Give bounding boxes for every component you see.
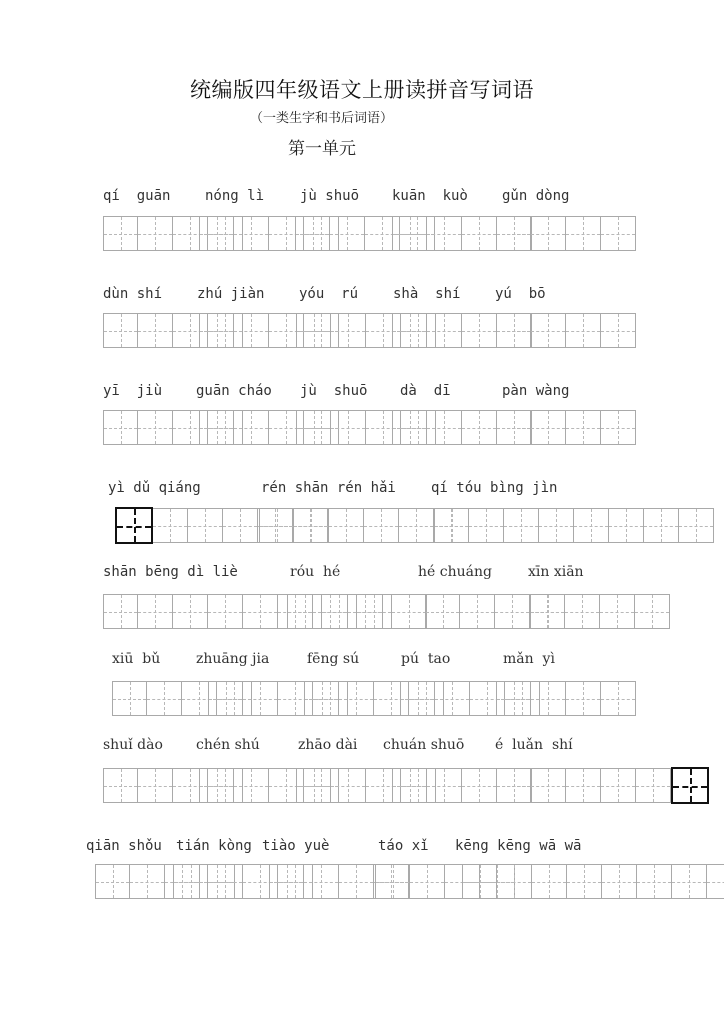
grid-cell[interactable] — [130, 864, 165, 899]
pinyin-label: fēng sú — [307, 651, 360, 667]
grid-cell[interactable] — [138, 594, 173, 629]
grid-cell[interactable] — [208, 864, 243, 899]
grid-cell[interactable] — [469, 508, 504, 543]
grid-cell[interactable] — [427, 313, 462, 348]
grid-cell[interactable] — [427, 410, 462, 445]
grid-cell[interactable] — [539, 508, 574, 543]
pinyin-label: yì dǔ qiáng — [108, 480, 201, 496]
pinyin-label: xīn xiān — [528, 564, 584, 580]
grid-cell[interactable] — [567, 864, 602, 899]
grid-cell[interactable] — [199, 768, 234, 803]
grid-cell[interactable] — [532, 864, 567, 899]
writing-grid[interactable] — [496, 216, 636, 251]
pinyin-label: jù shuō — [300, 188, 360, 204]
pinyin-label: qí guān — [103, 188, 171, 204]
grid-cell[interactable] — [112, 681, 147, 716]
grid-cell[interactable] — [462, 216, 497, 251]
pinyin-label: é luǎn shí — [495, 737, 573, 753]
pinyin-label: shuǐ dào — [103, 737, 163, 753]
grid-cell[interactable] — [671, 767, 709, 804]
grid-cell[interactable] — [462, 768, 497, 803]
grid-cell[interactable] — [269, 864, 304, 899]
pinyin-label: shà shí — [393, 286, 461, 302]
grid-cell[interactable] — [600, 594, 635, 629]
grid-cell[interactable] — [601, 216, 636, 251]
grid-cell[interactable] — [339, 681, 374, 716]
worksheet-title: 统编版四年级语文上册读拼音写词语 — [190, 78, 534, 102]
grid-cell[interactable] — [566, 410, 601, 445]
grid-cell[interactable] — [234, 313, 269, 348]
grid-cell[interactable] — [496, 768, 531, 803]
grid-cell[interactable] — [496, 681, 531, 716]
grid-cell[interactable] — [234, 768, 269, 803]
grid-cell[interactable] — [243, 594, 278, 629]
grid-cell[interactable] — [679, 508, 714, 543]
pinyin-label: qí tóu bìng jìn — [431, 480, 558, 496]
grid-cell[interactable] — [208, 594, 243, 629]
pinyin-label: xiū bǔ — [112, 651, 161, 667]
pinyin-label: pú tao — [401, 651, 451, 667]
grid-cell[interactable] — [565, 594, 600, 629]
grid-cell[interactable] — [601, 410, 636, 445]
grid-cell[interactable] — [295, 216, 330, 251]
pinyin-label: tiào yuè — [262, 838, 330, 854]
pinyin-label: rén shān rén hǎi — [261, 480, 396, 496]
pinyin-label: dùn shí — [103, 286, 163, 302]
pinyin-label: zhuāng jia — [196, 651, 270, 667]
pinyin-label: zhāo dài — [298, 737, 358, 753]
grid-cell[interactable] — [462, 313, 497, 348]
grid-cell[interactable] — [566, 216, 601, 251]
grid-cell[interactable] — [199, 410, 234, 445]
grid-cell[interactable] — [672, 864, 707, 899]
grid-cell[interactable] — [609, 508, 644, 543]
grid-cell[interactable] — [635, 594, 670, 629]
grid-cell[interactable] — [330, 216, 365, 251]
writing-grid[interactable] — [496, 410, 636, 445]
grid-cell[interactable] — [138, 410, 173, 445]
grid-cell[interactable] — [602, 864, 637, 899]
grid-cell[interactable] — [462, 410, 497, 445]
grid-cell[interactable] — [103, 216, 138, 251]
pinyin-label: yú bō — [495, 286, 546, 302]
grid-cell[interactable] — [460, 594, 495, 629]
unit-heading: 第一单元 — [288, 139, 356, 159]
grid-cell[interactable] — [601, 681, 636, 716]
grid-cell[interactable] — [199, 216, 234, 251]
grid-cell[interactable] — [234, 410, 269, 445]
writing-grid[interactable] — [434, 508, 714, 543]
pinyin-label: chuán shuō — [383, 737, 465, 753]
grid-cell[interactable] — [566, 313, 601, 348]
grid-cell[interactable] — [504, 508, 539, 543]
grid-cell[interactable] — [173, 864, 208, 899]
grid-cell[interactable] — [496, 216, 531, 251]
pinyin-label: yī jiù — [103, 383, 163, 399]
grid-cell[interactable] — [199, 313, 234, 348]
grid-cell[interactable] — [103, 410, 138, 445]
grid-cell[interactable] — [392, 313, 427, 348]
grid-cell[interactable] — [138, 216, 173, 251]
grid-cell[interactable] — [435, 681, 470, 716]
grid-cell[interactable] — [223, 508, 258, 543]
grid-cell[interactable] — [103, 594, 138, 629]
pinyin-label: gǔn dòng — [502, 188, 570, 204]
grid-cell[interactable] — [392, 594, 427, 629]
grid-cell[interactable] — [331, 768, 366, 803]
grid-cell[interactable] — [208, 681, 243, 716]
grid-cell[interactable] — [566, 681, 601, 716]
writing-grid[interactable] — [496, 681, 636, 716]
pinyin-label: róu hé — [290, 564, 341, 580]
grid-cell[interactable] — [427, 216, 462, 251]
grid-cell[interactable] — [339, 864, 374, 899]
grid-cell[interactable] — [496, 313, 531, 348]
grid-cell[interactable] — [173, 594, 208, 629]
pinyin-label: chén shú — [196, 737, 260, 753]
grid-cell[interactable] — [188, 508, 223, 543]
pinyin-label: hé chuáng — [418, 564, 492, 580]
grid-cell[interactable] — [357, 594, 392, 629]
grid-cell[interactable] — [243, 681, 278, 716]
grid-cell[interactable] — [147, 681, 182, 716]
grid-cell[interactable] — [103, 768, 138, 803]
writing-grid[interactable] — [496, 313, 636, 348]
grid-cell[interactable] — [495, 594, 530, 629]
grid-cell[interactable] — [637, 864, 672, 899]
grid-cell[interactable] — [531, 681, 566, 716]
grid-cell[interactable] — [322, 594, 357, 629]
grid-cell[interactable] — [392, 216, 427, 251]
pinyin-label: qiān shǒu — [86, 838, 162, 854]
writing-grid[interactable] — [462, 864, 724, 899]
grid-cell[interactable] — [331, 313, 366, 348]
grid-cell[interactable] — [287, 594, 322, 629]
grid-cell[interactable] — [115, 507, 153, 544]
grid-cell[interactable] — [95, 864, 130, 899]
grid-cell[interactable] — [304, 864, 339, 899]
grid-cell[interactable] — [531, 313, 566, 348]
pinyin-label: pàn wàng — [502, 383, 570, 399]
grid-cell[interactable] — [531, 216, 566, 251]
pinyin-label: guān cháo — [196, 383, 272, 399]
grid-cell[interactable] — [153, 508, 188, 543]
grid-cell[interactable] — [574, 508, 609, 543]
grid-cell[interactable] — [259, 508, 294, 543]
pinyin-label: dà dī — [400, 383, 451, 399]
grid-cell[interactable] — [296, 768, 331, 803]
grid-cell[interactable] — [364, 508, 399, 543]
pinyin-label: zhú jiàn — [197, 286, 265, 302]
grid-cell[interactable] — [234, 216, 269, 251]
grid-cell[interactable] — [566, 768, 601, 803]
grid-cell[interactable] — [400, 681, 435, 716]
grid-cell[interactable] — [392, 410, 427, 445]
grid-cell[interactable] — [531, 768, 566, 803]
grid-cell[interactable] — [138, 768, 173, 803]
grid-cell[interactable] — [331, 410, 366, 445]
worksheet-subtitle: （一类生字和书后词语） — [250, 111, 394, 126]
grid-cell[interactable] — [497, 864, 532, 899]
grid-cell[interactable] — [103, 313, 138, 348]
pinyin-label: tián kòng — [176, 838, 252, 854]
grid-cell[interactable] — [644, 508, 679, 543]
grid-cell[interactable] — [601, 313, 636, 348]
grid-cell[interactable] — [375, 864, 410, 899]
grid-cell[interactable] — [601, 768, 636, 803]
grid-cell[interactable] — [138, 313, 173, 348]
grid-cell[interactable] — [425, 594, 460, 629]
grid-cell[interactable] — [636, 768, 671, 803]
grid-cell[interactable] — [427, 768, 462, 803]
grid-cell[interactable] — [296, 313, 331, 348]
pinyin-label: kēng kēng wā wā — [455, 838, 582, 854]
pinyin-label: jù shuō — [300, 383, 368, 399]
pinyin-label: mǎn yì — [503, 651, 555, 667]
grid-cell[interactable] — [707, 864, 724, 899]
grid-cell[interactable] — [434, 508, 469, 543]
grid-cell[interactable] — [296, 410, 331, 445]
writing-grid[interactable] — [287, 594, 427, 629]
grid-cell[interactable] — [410, 864, 445, 899]
grid-cell[interactable] — [399, 508, 434, 543]
grid-cell[interactable] — [294, 508, 329, 543]
pinyin-label: kuān kuò — [392, 188, 468, 204]
grid-cell[interactable] — [531, 410, 566, 445]
pinyin-label: nóng lì — [205, 188, 265, 204]
grid-cell[interactable] — [392, 768, 427, 803]
writing-grid[interactable] — [496, 768, 709, 804]
pinyin-label: táo xǐ — [378, 838, 429, 854]
pinyin-label: shān bēng dì liè — [103, 564, 238, 580]
grid-cell[interactable] — [462, 864, 497, 899]
grid-cell[interactable] — [304, 681, 339, 716]
grid-cell[interactable] — [329, 508, 364, 543]
writing-grid[interactable] — [530, 594, 670, 629]
pinyin-label: yóu rú — [299, 286, 359, 302]
grid-cell[interactable] — [496, 410, 531, 445]
grid-cell[interactable] — [530, 594, 565, 629]
